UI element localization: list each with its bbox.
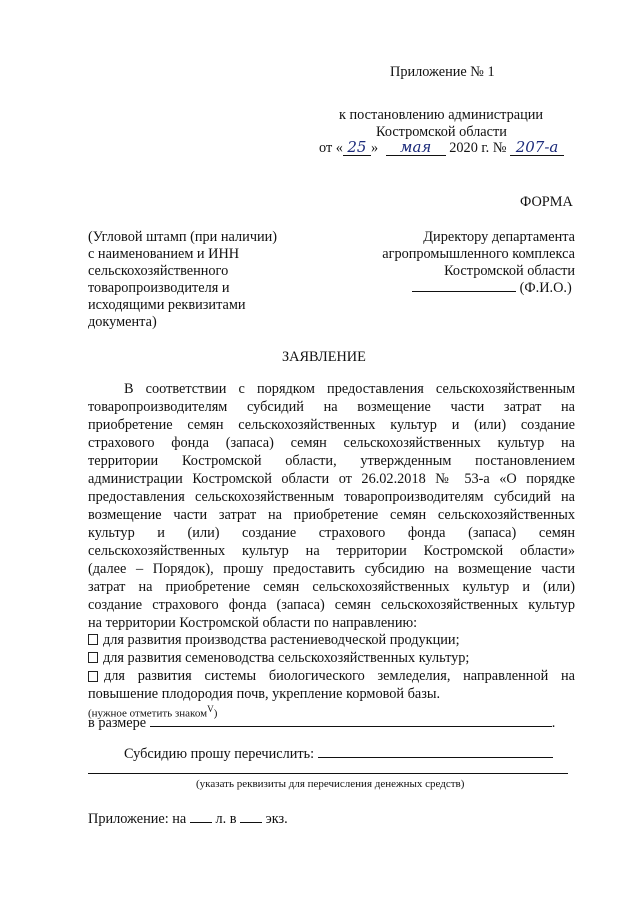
date-year: 2020 г. № xyxy=(449,140,507,156)
attachment-row xyxy=(88,808,288,828)
resolution-line-1: к постановлению администрации xyxy=(339,107,544,123)
sheets-field[interactable] xyxy=(190,808,212,823)
date-month: мая xyxy=(386,140,446,156)
amount-row xyxy=(88,712,555,732)
stamp-line: документа) xyxy=(88,314,157,330)
appendix-title: Приложение № 1 xyxy=(390,64,495,80)
stamp-line: с наименованием и ИНН xyxy=(88,246,240,262)
stamp-line: товаропроизводителя и xyxy=(88,280,230,296)
body-line: администрации Костромской области от 26.02.2018 № 53-а «О порядке xyxy=(88,471,575,487)
note-mark: V xyxy=(207,704,214,714)
body-line: предоставления сельскохозяйственным товаропроизводителям субсидий на xyxy=(88,489,575,505)
attachment-middle: л. в xyxy=(215,811,237,827)
resolution-date xyxy=(319,140,564,157)
option-bio-farming-cont: повышение плодородия почв, укрепление кормовой базы. xyxy=(88,686,441,702)
stamp-line: сельскохозяйственного xyxy=(88,263,229,279)
attachment-suffix: экз. xyxy=(265,811,288,827)
body-line: сельскохозяйственных культур на территории Костромской области» xyxy=(88,543,575,559)
body-line: культур и (или) создание страхового фонда (запаса) семян xyxy=(88,525,575,541)
checkbox-icon[interactable] xyxy=(88,634,98,645)
form-label: ФОРМА xyxy=(520,194,573,210)
body-line: страхового фонда (запаса) семян сельскохозяйственных культур на xyxy=(88,435,575,451)
addressee-line: агропромышленного комплекса xyxy=(382,246,575,262)
stamp-line: (Угловой штамп (при наличии) xyxy=(88,229,278,245)
option-seed-production xyxy=(88,650,469,667)
fio-blank xyxy=(412,291,516,292)
option-crop-production xyxy=(88,632,460,649)
transfer-label: Субсидию прошу перечислить: xyxy=(124,746,315,762)
checkbox-icon[interactable] xyxy=(88,652,98,663)
stamp-line: исходящими реквизитами xyxy=(88,297,246,313)
resolution-number: 207-а xyxy=(510,140,564,156)
requisites-field[interactable] xyxy=(88,759,568,774)
amount-label: в размере xyxy=(88,715,147,731)
option-bio-farming xyxy=(88,668,575,685)
body-line: возмещение части затрат на приобретение семян сельскохозяйственных xyxy=(88,507,575,523)
fio-label: (Ф.И.О.) xyxy=(519,280,572,296)
addressee-line: Костромской области xyxy=(444,263,575,279)
date-prefix: от « xyxy=(319,140,343,156)
resolution-line-2: Костромской области xyxy=(376,124,507,140)
addressee-line: Директору департамента xyxy=(423,229,575,245)
body-line: товаропроизводителям субсидий на возмещение части затрат на xyxy=(88,399,575,415)
requisites-hint: (указать реквизиты для перечисления денежных средств) xyxy=(196,778,465,790)
checkbox-icon[interactable] xyxy=(88,671,98,682)
option-label: для развития семеноводства сельскохозяйственных культур; xyxy=(103,650,470,666)
document-title: ЗАЯВЛЕНИЕ xyxy=(282,349,366,365)
amount-field[interactable] xyxy=(150,712,552,727)
transfer-field[interactable] xyxy=(318,743,553,758)
date-mid: » xyxy=(370,140,379,156)
body-line: на территории Костромской области по направлению: xyxy=(88,615,418,631)
option-label: для развития системы биологического земледелия, направленной на xyxy=(104,668,575,684)
amount-period: . xyxy=(551,715,556,731)
addressee-fio xyxy=(412,280,572,297)
body-line: приобретение семян сельскохозяйственных культур и (или) создание xyxy=(88,417,575,433)
body-line: территории Костромской области, утвержденным постановлением xyxy=(88,453,575,469)
option-label: для развития производства растениеводческой продукции; xyxy=(103,632,460,648)
body-line: В соответствии с порядком предоставления сельскохозяйственным xyxy=(124,381,575,397)
body-line: затрат на приобретение семян сельскохозяйственных культур и (или) xyxy=(88,579,575,595)
note-end: ) xyxy=(213,707,218,720)
attachment-prefix: Приложение: на xyxy=(88,811,187,827)
note-text: (нужное отметить знаком xyxy=(88,707,208,720)
body-line: создание страхового фонда (запаса) семян сельскохозяйственных культур xyxy=(88,597,575,613)
body-line: (далее – Порядок), прошу предоставить субсидию на возмещение части xyxy=(88,561,575,577)
copies-field[interactable] xyxy=(240,808,262,823)
date-day: 25 xyxy=(343,140,371,156)
